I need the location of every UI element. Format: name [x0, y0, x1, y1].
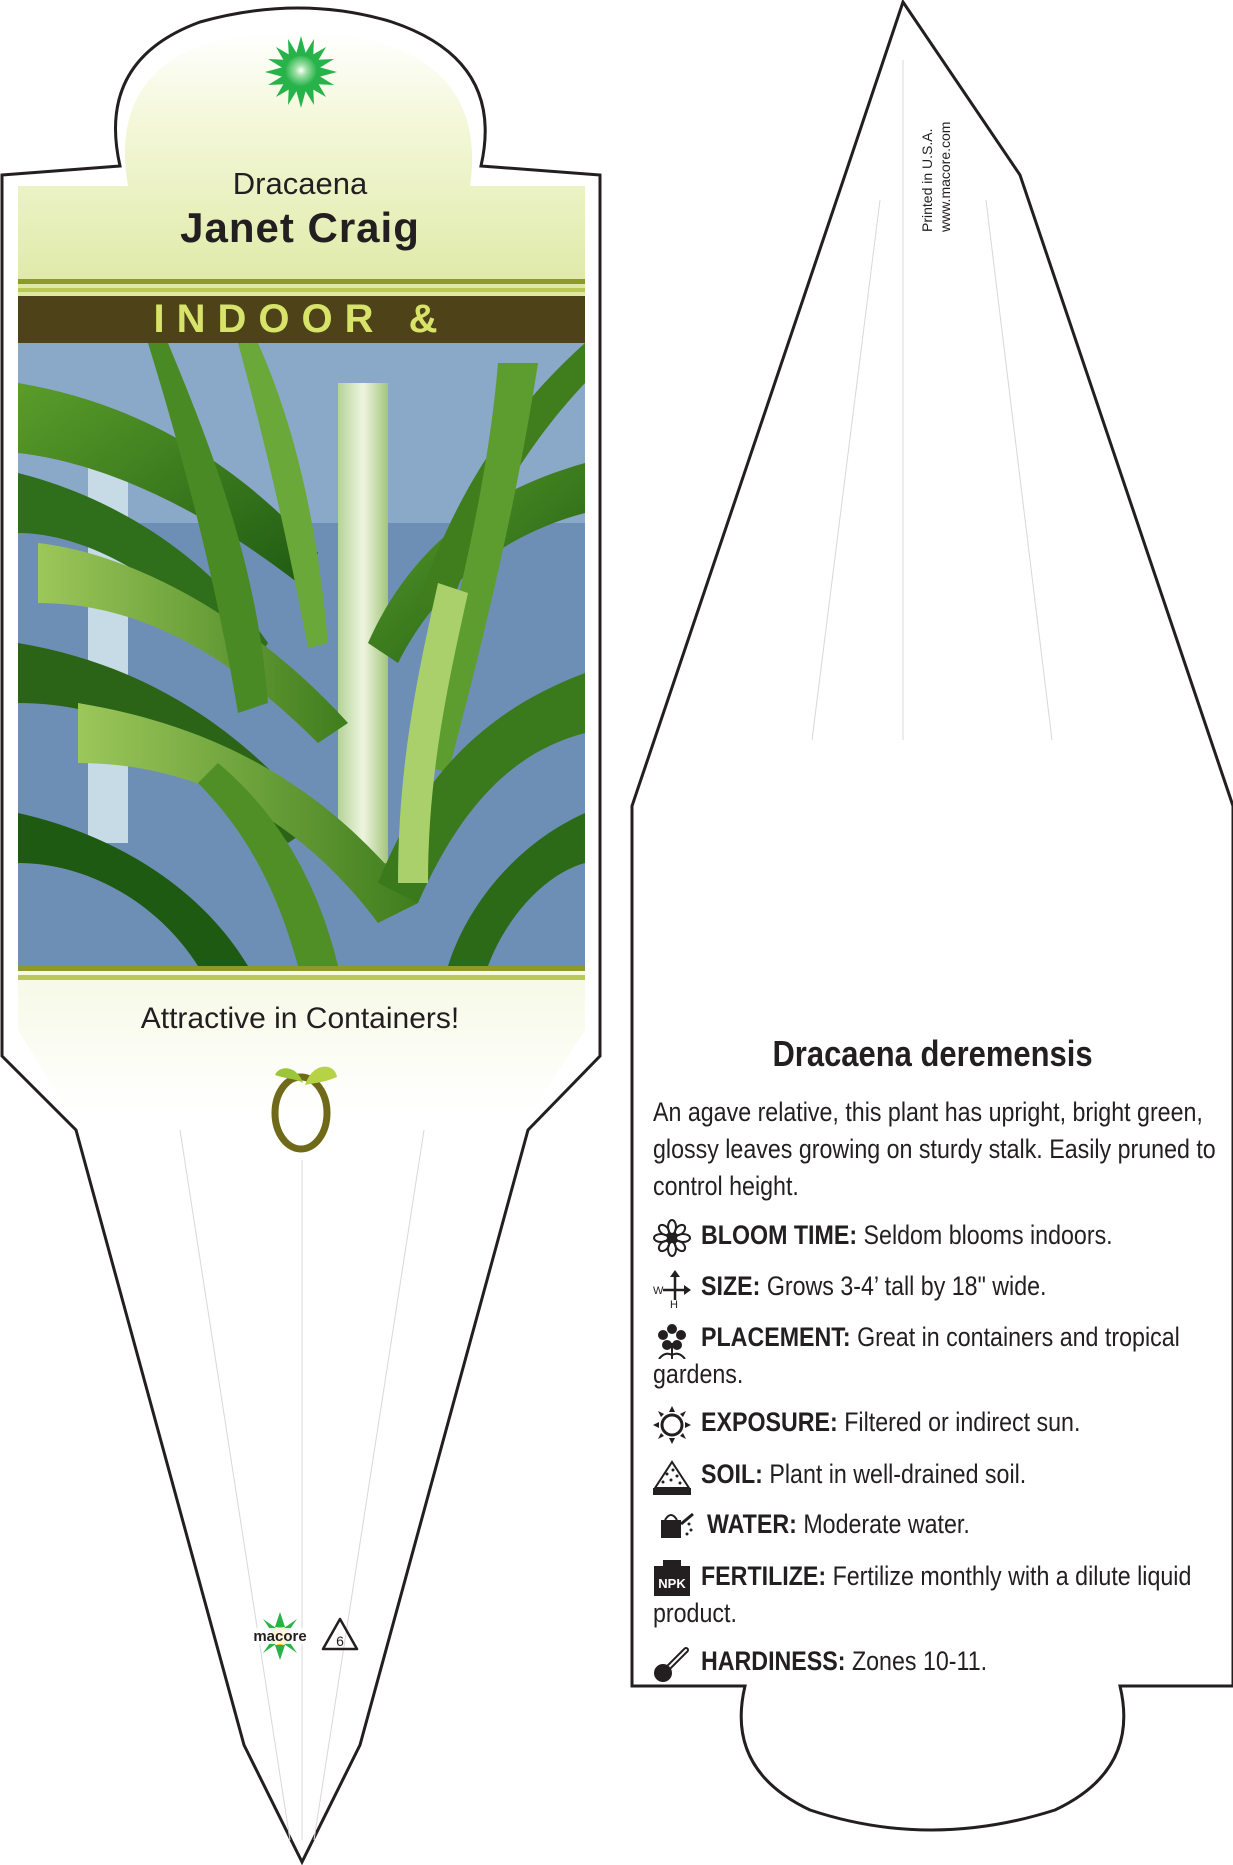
- plant-photo: [18, 343, 585, 966]
- size-h-text: H: [670, 1299, 678, 1308]
- soil-text: Plant in well-drained soil.: [769, 1459, 1027, 1489]
- back-tag-outline: [632, 2, 1233, 1830]
- care-fertilize: [653, 1558, 1233, 1638]
- soil-icon: [653, 1458, 691, 1496]
- care-water: [653, 1506, 1233, 1546]
- care-bloom: [653, 1217, 1233, 1257]
- exposure-label: EXPOSURE:: [701, 1407, 838, 1437]
- rule-bottom-1: [18, 966, 585, 971]
- npk-icon: [653, 1560, 691, 1598]
- thermometer-icon: [653, 1645, 691, 1683]
- watering-can-icon: [653, 1508, 695, 1546]
- logo-brand-text: macore: [253, 1628, 307, 1645]
- fertilize-text: Fertilize monthly with a dilute liquid: [832, 1561, 1192, 1591]
- species-title: Dracaena deremensis: [772, 1033, 1093, 1074]
- bloom-text: Seldom blooms indoors.: [863, 1220, 1113, 1250]
- water-label: WATER:: [707, 1509, 797, 1539]
- placement-text-2: gardens.: [653, 1359, 744, 1389]
- care-size: [653, 1268, 1233, 1308]
- npk-text: NPK: [658, 1576, 686, 1591]
- tagline: Attractive in Containers!: [140, 1002, 460, 1035]
- description-line-1: An agave relative, this plant has upright, bright green,: [653, 1097, 1203, 1127]
- care-placement: [653, 1319, 1233, 1399]
- website-text: www.macore.com: [937, 121, 953, 232]
- care-soil: [653, 1456, 1233, 1496]
- soil-label: SOIL:: [701, 1459, 763, 1489]
- fertilize-text-2: product.: [653, 1598, 737, 1628]
- care-exposure: [653, 1404, 1233, 1444]
- flower-icon: [653, 1219, 691, 1257]
- printed-info: [918, 122, 954, 232]
- size-w-text: W: [653, 1285, 664, 1297]
- description-line-3: control height.: [653, 1171, 799, 1201]
- exposure-text: Filtered or indirect sun.: [844, 1407, 1081, 1437]
- cultivar-name: Janet Craig: [180, 204, 420, 251]
- recycle-icon: [323, 1619, 357, 1649]
- description-line-2: glossy leaves growing on sturdy stalk. Easily pruned to: [653, 1134, 1216, 1164]
- rule-top-2: [18, 288, 585, 292]
- bloom-label: BLOOM TIME:: [701, 1220, 858, 1250]
- placement-label: PLACEMENT:: [701, 1322, 851, 1352]
- water-text: Moderate water.: [803, 1509, 970, 1539]
- fertilize-label: FERTILIZE:: [701, 1561, 827, 1591]
- size-arrows-icon: [653, 1270, 691, 1308]
- placement-icon: [653, 1321, 691, 1359]
- hardiness-text: Zones 10-11.: [851, 1646, 988, 1676]
- category-band: INDOOR &: [18, 296, 585, 343]
- description: [653, 1094, 1233, 1205]
- printed-in-text: Printed in U.S.A.: [919, 128, 935, 232]
- rule-bottom-2: [18, 975, 585, 980]
- size-text: Grows 3-4’ tall by 18" wide.: [766, 1271, 1047, 1301]
- care-hardiness: [653, 1643, 1233, 1683]
- rule-top-1: [18, 279, 585, 284]
- hardiness-label: HARDINESS:: [701, 1646, 846, 1676]
- recycle-code-text: 6: [336, 1633, 344, 1649]
- sun-icon: [653, 1406, 691, 1444]
- genus-name: Dracaena: [232, 166, 368, 201]
- placement-text: Great in containers and tropical: [857, 1322, 1180, 1352]
- size-label: SIZE:: [701, 1271, 761, 1301]
